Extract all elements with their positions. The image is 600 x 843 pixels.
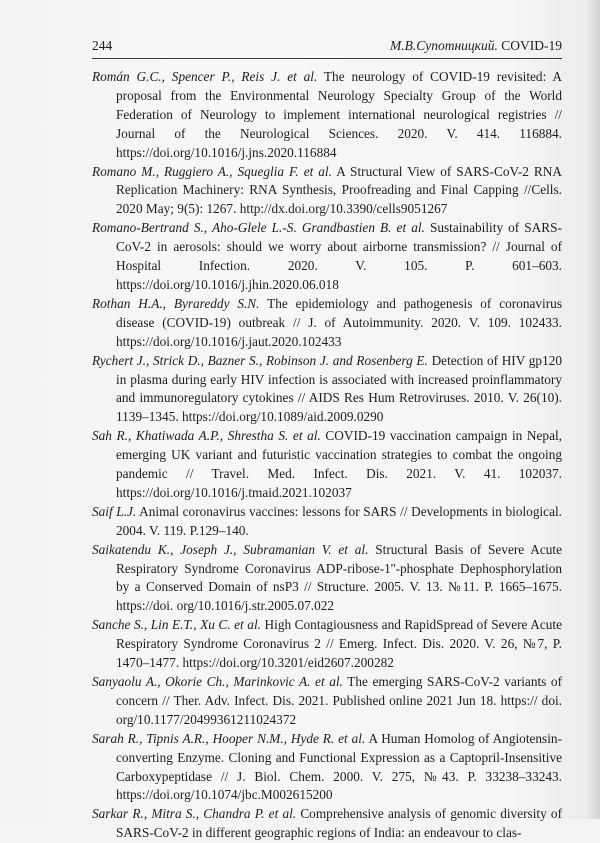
reference-authors: Sanyaolu A., Okorie Ch., Marinkovic A. et al.	[92, 674, 343, 689]
reference-text: COVID-19 vaccination campaign in Nepal, emerging UK variant and futuristic vaccination strategies to combat the ongoing pandemic // Travel. Med. Infect. Dis. 2021. V. 41. 102037. https://doi.org/10.1016/j.tmaid.2021.102037	[116, 428, 563, 500]
reference-text: Animal coronavirus vaccines: lessons for SARS // Developments in biological. 2004. V. 119. P.129–140.	[116, 503, 562, 538]
page-number: 244	[92, 38, 113, 53]
reference-list	[92, 68, 562, 843]
reference-entry	[92, 163, 562, 220]
reference-entry	[92, 503, 562, 541]
reference-text: The neurology of COVID-19 revisited: A proposal from the Environmental Neurology Specialty Group of the World Federation of Neurology to implement international neurological registries // Journal of the Neurological Sciences. 2020. V. 414. 116884. https://doi.org/10.1016/j.jns.2020.116884	[116, 69, 562, 160]
reference-entry	[92, 352, 562, 428]
reference-text: Comprehensive analysis of genomic diversity of SARS-CoV-2 in different geographic regions of India: an endeavour to clas-	[116, 806, 562, 841]
reference-authors: Sanche S., Lin E.T., Xu C. et al.	[92, 617, 261, 633]
reference-text: Structural Basis of Severe Acute Respiratory Syndrome Coronavirus ADP-ribose-1''-phosphate Dephosphorylation by a Conserved Domain of nsP3 // Structure. 2005. V. 13. №11. P. 1665–1675. https://doi. org/10.1016/j.str.2005.07.022	[116, 541, 562, 614]
reference-authors: Sarkar R., Mitra S., Chandra P. et al.	[92, 806, 297, 822]
reference-authors: Rychert J., Strick D., Bazner S., Robinson J. and Rosenberg E.	[92, 352, 428, 368]
reference-authors: Saikatendu K., Joseph J., Subramanian V. et al.	[92, 541, 369, 557]
reference-entry	[92, 427, 562, 503]
reference-entry	[92, 673, 562, 730]
running-title	[390, 38, 562, 54]
page-spine-shadow	[586, 0, 600, 819]
running-header	[92, 36, 562, 59]
reference-text: High Contagiousness and RapidSpread of Severe Acute Respiratory Syndrome Coronavirus 2 // Emerg. Infect. Dis. 2020. V. 26, №7, P. 1470–1477. https://doi.org/10.3201/eid2607.200282	[116, 617, 562, 671]
reference-entry	[92, 541, 562, 617]
reference-authors: Sah R., Khatiwada A.P., Shrestha S. et al.	[92, 428, 321, 444]
reference-entry	[92, 805, 562, 843]
reference-entry	[92, 219, 562, 295]
reference-entry	[92, 68, 562, 163]
reference-authors: Saif L.J.	[92, 503, 137, 519]
reference-authors: Román G.C., Spencer P., Reis J. et al.	[92, 69, 318, 84]
running-author: М.В.Супотницкий.	[390, 38, 498, 53]
reference-entry	[92, 616, 562, 673]
reference-entry	[92, 295, 562, 352]
reference-text: A Human Homolog of Angiotensin-converting Enzyme. Cloning and Functional Expression as a Captopril-Insensitive Carboxypeptidase // J. Biol. Chem. 2000. V. 275, №43. P. 33238–33243. https://doi.org/10.1074/jbc.M002615200	[116, 730, 563, 803]
reference-entry	[92, 730, 562, 806]
reference-text: Sustainability of SARS-CoV-2 in aerosols: should we worry about airborne transmission? // Journal of Hospital Infection. 2020. V. 105. P. 601–603. https://doi.org/10.1016/j.jhin.2020.06.018	[116, 220, 562, 292]
reference-text: A Structural View of SARS-CoV-2 RNA Replication Machinery: RNA Synthesis, Proofreading and Final Capping //Cells. 2020 May; 9(5): 1267. http://dx.doi.org/10.3390/cells9051267	[116, 163, 562, 217]
running-topic: COVID-19	[501, 38, 562, 53]
reference-authors: Romano M., Ruggiero A., Squeglia F. et al.	[92, 163, 332, 179]
reference-authors: Romano-Bertrand S., Aho-Glele L.-S. Grandbastien B. et al.	[92, 220, 425, 236]
reference-text: Detection of HIV gp120 in plasma during early HIV infection is associated with increased proinflammatory and immunoregulatory cytokines // AIDS Res Hum Retroviruses. 2010. V. 26(10). 1139–1345. https://doi.org/10.1089/aid.2009.0290	[116, 352, 563, 425]
reference-text: The emerging SARS-CoV-2 variants of concern // Ther. Adv. Infect. Dis. 2021. Published online 2021 Jun 18. https:// doi. org/10.1177/20499361211024372	[116, 674, 563, 727]
reference-authors: Rothan H.A., Byrareddy S.N.	[92, 295, 260, 311]
reference-text: The epidemiology and pathogenesis of coronavirus disease (COVID-19) outbreak // J. of Autoimmunity. 2020. V. 109. 102433. https://doi.org/10.1016/j.jaut.2020.102433	[116, 295, 562, 349]
reference-authors: Sarah R., Tipnis A.R., Hooper N.M., Hyde R. et al.	[92, 730, 366, 746]
